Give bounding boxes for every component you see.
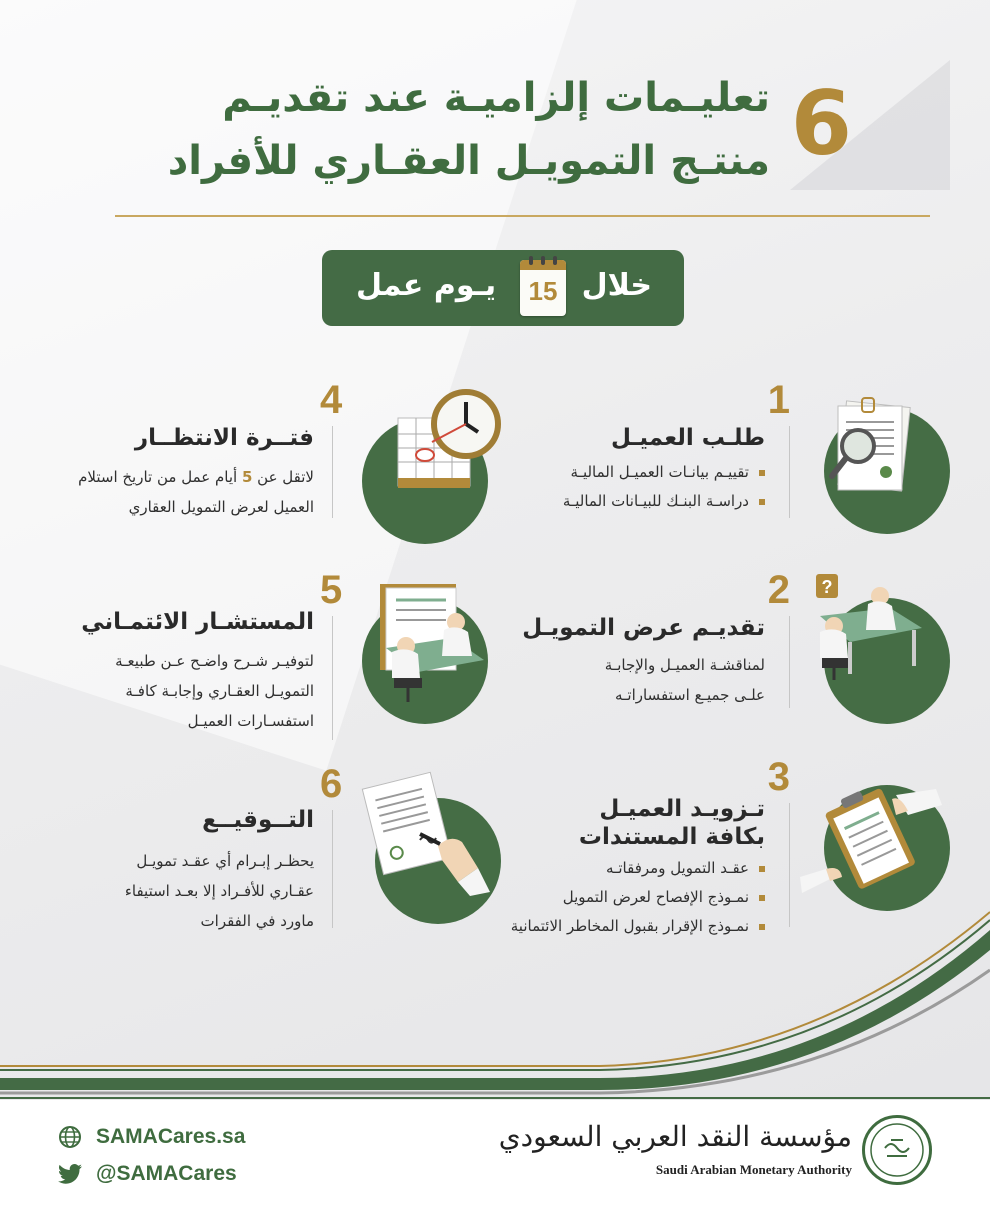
org-name-english: Saudi Arabian Monetary Authority: [655, 1162, 852, 1177]
step-number: 6: [320, 762, 343, 806]
title-number: 6: [790, 72, 852, 175]
decorative-swoosh: [0, 900, 990, 1100]
clipboard-handover-icon: [796, 785, 946, 905]
list-item: عقـد التمويل ومرفقاتـه: [511, 854, 765, 883]
step-number: 4: [320, 378, 343, 422]
step-5: [40, 568, 510, 738]
list-item: تقييـم بيانـات العميـل الماليـة: [563, 458, 765, 487]
bullet-square-icon: [759, 470, 765, 476]
bullet-square-icon: [759, 866, 765, 872]
step-bullets: [563, 458, 765, 516]
globe-icon: [58, 1125, 82, 1149]
twitter-link[interactable]: [58, 1162, 237, 1186]
step-text: لاتقل عن 5 أيام عمل من تاريخ استلام العميل لعرض التمويل العقاري: [78, 468, 314, 516]
step-4: [40, 378, 510, 548]
step-text: لمناقشـة العميـل والإجابـة علـى جميـع استفساراتـه: [604, 656, 765, 704]
twitter-bird-icon: [58, 1163, 82, 1185]
calendar-icon: [520, 260, 566, 316]
step-title-line-2: بكافة المستندات: [578, 824, 765, 850]
step-1: [480, 378, 950, 548]
step-number: 5: [320, 568, 343, 612]
bullet-square-icon: [759, 499, 765, 505]
meeting-desk-question-icon: [810, 568, 930, 688]
step-title: تقديـم عرض التمويـل: [522, 615, 765, 641]
document-magnifier-icon: [824, 396, 924, 506]
step-title-line-1: تـزويـد العميـل: [599, 796, 765, 822]
step-text: يحظـر إبـرام أي عقـد تمويـل عقـاري للأفـراد إلا بعـد استيفاء ماورد في الفقرات: [124, 852, 314, 930]
step-text: لتوفيـر شـرح واضـح عـن طبيعـة التمويـل العقـاري وإجابـة كافـة استفسـارات العميـل: [115, 652, 314, 730]
duration-badge: [322, 250, 684, 326]
step-divider: [332, 616, 333, 740]
title-line-2: منتـج التمويـل العقـاري للأفراد: [167, 138, 770, 184]
signing-hand-icon: [358, 768, 498, 898]
step-2: [480, 568, 950, 738]
header: [100, 60, 890, 220]
list-item: دراسـة البنـك للبيـانات الماليـة: [563, 487, 765, 516]
step-title: المستشـار الائتمـاني: [81, 609, 314, 635]
calendar-clock-icon: [392, 384, 502, 494]
title-line-1: تعليـمات إلزاميـة عند تقديـم: [222, 75, 770, 121]
list-item: نمـوذج الإفصاح لعرض التمويل: [511, 883, 765, 912]
website-link[interactable]: [58, 1125, 245, 1149]
step-divider: [789, 616, 790, 708]
step-divider: [332, 426, 333, 518]
website-text: SAMACares.sa: [96, 1125, 246, 1148]
step-divider: [789, 426, 790, 518]
highlight-number: 5: [241, 468, 253, 486]
footer: [0, 1100, 990, 1220]
step-number: 1: [767, 378, 790, 422]
org-name-arabic: مؤسسة النقد العربي السعودي: [498, 1120, 852, 1153]
step-title: فتــرة الانتظــار: [134, 425, 314, 451]
step-number: 2: [767, 568, 790, 612]
step-title: التــوقيــع: [202, 807, 314, 833]
duration-days: 15: [528, 276, 558, 306]
duration-suffix: يـوم عمل: [356, 268, 497, 303]
title-divider: [115, 215, 930, 217]
step-number: 3: [767, 755, 790, 799]
twitter-handle: @SAMACares: [96, 1162, 237, 1185]
advisor-desk-icon: [366, 580, 496, 710]
step-title: طلـب العميـل: [611, 425, 765, 451]
svg-text:?: ?: [821, 577, 833, 597]
sama-seal-logo: [862, 1115, 932, 1185]
list-item: نمـوذج الإقرار بقبول المخاطر الائتمانية: [511, 912, 765, 941]
duration-prefix: خلال: [581, 268, 652, 303]
